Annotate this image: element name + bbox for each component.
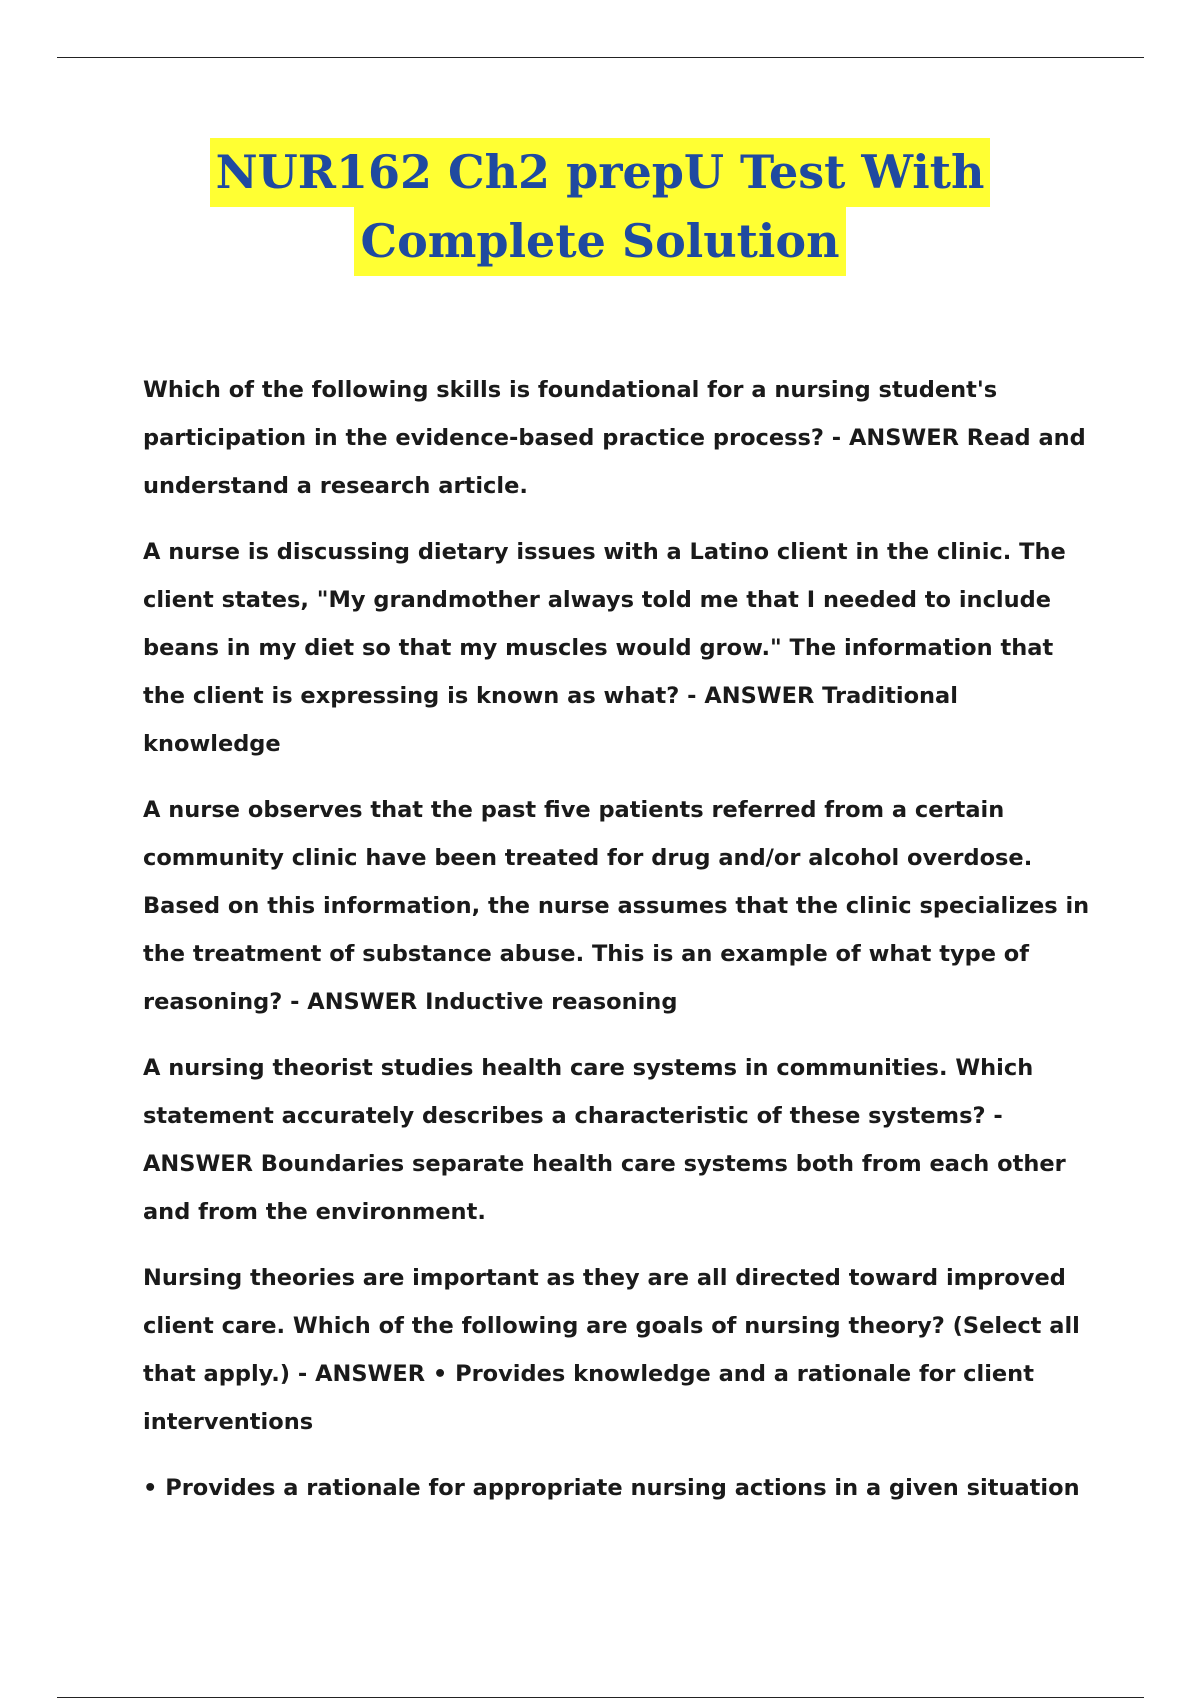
- title-line-2: Complete Solution: [354, 207, 845, 276]
- qa-list: [143, 366, 1093, 1530]
- top-divider: [57, 57, 1144, 58]
- qa-entry-2: A nurse is discussing dietary issues with a Latino client in the clinic. The client states, "My grandmother always told me that I needed to include beans in my diet so that my muscles would grow." The information that the client is expressing is known as what? - ANSWER Traditional knowledge: [143, 539, 1066, 757]
- title-line-1: NUR162 Ch2 prepU Test With: [210, 138, 991, 207]
- qa-entry-3: A nurse observes that the past five patients referred from a certain community clinic have been treated for drug and/or alcohol overdose. Based on this information, the nurse assumes that the clinic specializes in the treatment of substance abuse. This is an example of what type of reasoning? - ANSWER Inductive reasoning: [143, 797, 1090, 1015]
- qa-entry-5: Nursing theories are important as they are all directed toward improved client care. Which of the following are goals of nursing theory? (Select all that apply.) - ANSWER • Provides knowledge and a rationale for client interventions: [143, 1265, 1080, 1435]
- bottom-divider: [57, 1697, 1144, 1698]
- document-title: [0, 138, 1200, 276]
- qa-entry-1: Which of the following skills is foundational for a nursing student's participation in the evidence-based practice process? - ANSWER Read and understand a research article.: [143, 377, 1086, 499]
- qa-entry-6: • Provides a rationale for appropriate nursing actions in a given situation: [143, 1475, 1080, 1501]
- qa-entry-4: A nursing theorist studies health care systems in communities. Which statement accurately describes a characteristic of these systems? - ANSWER Boundaries separate health care systems both from each other and from the environment.: [143, 1055, 1066, 1225]
